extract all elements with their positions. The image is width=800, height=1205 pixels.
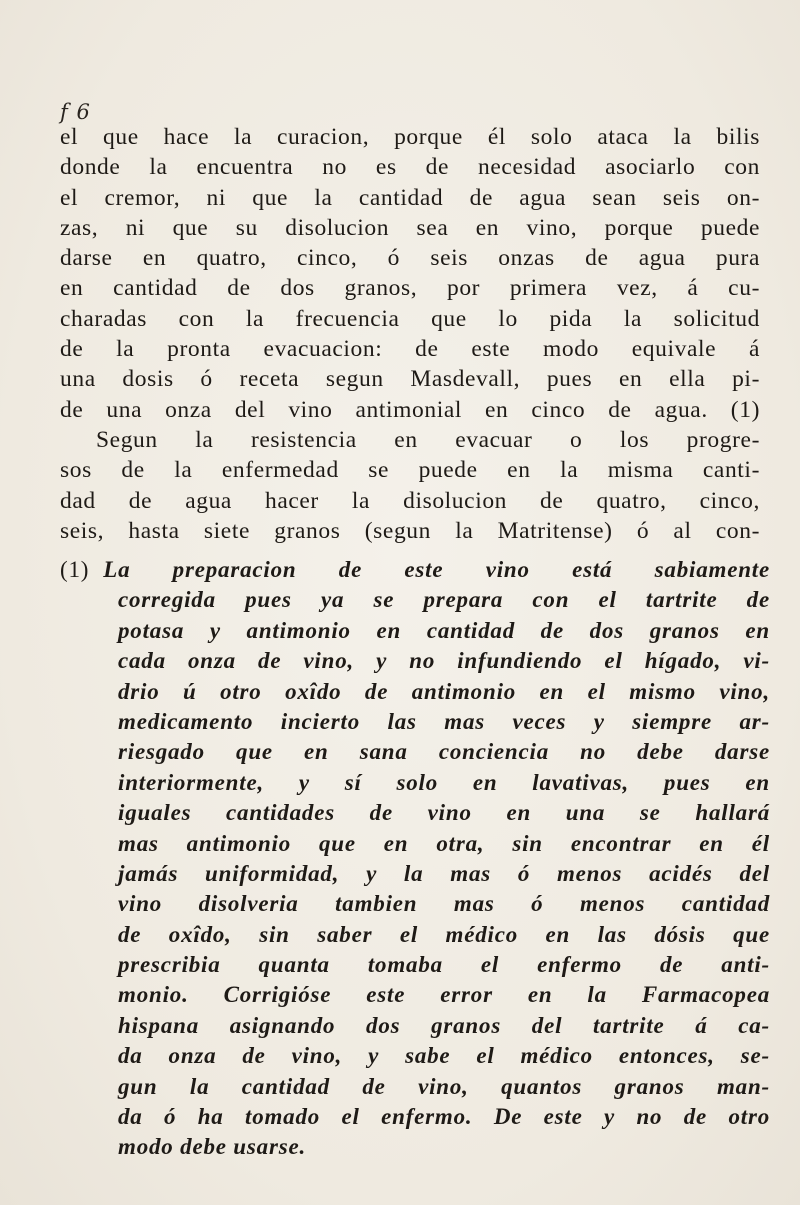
footnote-line: medicamento incierto las mas veces y siempre ar-: [118, 708, 770, 734]
footnote-line: iguales cantidades de vino en una se hallará: [118, 800, 770, 826]
body-line: una dosis ó receta segun Masdevall, pues en ella pi-: [60, 366, 760, 393]
page-number: f 6: [60, 100, 91, 124]
body-line: dad de agua hacer la disolucion de quatro, cinco,: [60, 487, 760, 514]
footnote-line: modo debe usarse.: [118, 1134, 307, 1160]
footnote-line: monio. Corrigióse este error en la Farmacopea: [118, 982, 770, 1008]
footnote-line: drio ú otro oxîdo de antimonio en el mismo vino,: [118, 678, 770, 704]
footnote-line: [60, 555, 770, 585]
footnote-line: gun la cantidad de vino, quantos granos man-: [118, 1073, 770, 1099]
body-line: seis, hasta siete granos (segun la Matritense) ó al con-: [60, 517, 760, 544]
footnote-line: vino disolveria tambien mas ó menos cantidad: [118, 891, 770, 917]
footnote-line: cada onza de vino, y no infundiendo el hígado, vi-: [118, 648, 770, 674]
main-text: [60, 122, 760, 546]
footnote-line: hispana asignando dos granos del tartrite á ca-: [118, 1012, 770, 1038]
footnote-line: potasa y antimonio en cantidad de dos granos en: [118, 617, 770, 643]
footnote-line-text: La preparacion de este vino está sabiamente: [103, 557, 770, 582]
footnote-line: mas antimonio que en otra, sin encontrar en él: [118, 830, 770, 856]
footnote: [60, 555, 770, 1163]
footnote-line: prescribia quanta tomaba el enfermo de anti-: [118, 952, 770, 978]
footnote-marker: (1): [60, 557, 90, 582]
body-line: donde la encuentra no es de necesidad asociarlo con: [60, 154, 760, 181]
footnote-line: interiormente, y sí solo en lavativas, pues en: [118, 769, 770, 795]
body-line: sos de la enfermedad se puede en la misma canti-: [60, 457, 760, 484]
footnote-line: da onza de vino, y sabe el médico entonces, se-: [118, 1043, 770, 1069]
body-line: de una onza del vino antimonial en cinco de agua. (1): [60, 396, 760, 423]
body-line: el que hace la curacion, porque él solo ataca la bilis: [60, 124, 760, 150]
body-line: zas, ni que su disolucion sea en vino, porque puede: [60, 214, 760, 241]
body-line: darse en quatro, cinco, ó seis onzas de agua pura: [60, 245, 760, 272]
body-line: charadas con la frecuencia que lo pida la solicitud: [60, 305, 760, 332]
footnote-line: de oxîdo, sin saber el médico en las dósis que: [118, 921, 770, 947]
body-line: el cremor, ni que la cantidad de agua sean seis on-: [60, 184, 760, 211]
footnote-line: riesgado que en sana conciencia no debe darse: [118, 739, 770, 765]
footnote-line: da ó ha tomado el enfermo. De este y no de otro: [118, 1104, 770, 1130]
footnote-line: jamás uniformidad, y la mas ó menos acidés del: [118, 860, 770, 886]
body-line: Segun la resistencia en evacuar o los progre-: [96, 426, 760, 453]
body-line: en cantidad de dos granos, por primera vez, á cu-: [60, 275, 760, 302]
body-line: de la pronta evacuacion: de este modo equivale á: [60, 336, 760, 363]
footnote-line: corregida pues ya se prepara con el tartrite de: [118, 587, 770, 613]
